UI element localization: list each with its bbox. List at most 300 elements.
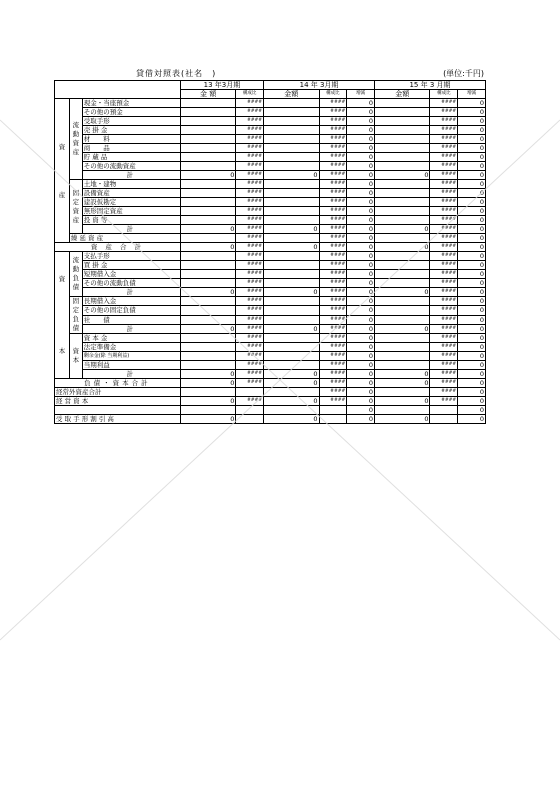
- col-amount: 金 額: [180, 90, 235, 99]
- cell-value: [180, 297, 235, 306]
- cell-value: [375, 216, 430, 225]
- cell-value: [180, 108, 235, 117]
- cell-value: ####: [319, 388, 347, 397]
- cell-value: ####: [236, 361, 264, 370]
- cell-value: ####: [319, 99, 347, 108]
- cell-value: [264, 343, 319, 352]
- row-label: 繰 延 資 産: [69, 234, 180, 243]
- cell-value: [180, 117, 235, 126]
- cell-value: 0: [180, 397, 235, 406]
- cell-value: ####: [319, 243, 347, 252]
- cell-value: 0: [458, 198, 486, 207]
- cell-value: ####: [236, 352, 264, 361]
- cell-value: ####: [430, 388, 458, 397]
- row-label: 剰余金(除 当期利益): [82, 352, 180, 361]
- cell-value: [264, 279, 319, 288]
- cell-value: 0: [264, 415, 319, 424]
- table-row: [55, 379, 486, 388]
- cell-value: 0: [375, 370, 430, 379]
- cell-value: [264, 99, 319, 108]
- cell-value: 0: [347, 252, 375, 261]
- cell-value: [264, 180, 319, 189]
- table-row: [55, 144, 486, 153]
- row-label: 長期借入金: [82, 297, 180, 306]
- row-label: 支払手形: [82, 252, 180, 261]
- cell-value: 0: [458, 379, 486, 388]
- cell-value: ####: [430, 297, 458, 306]
- cell-value: 0: [347, 117, 375, 126]
- cell-value: ####: [236, 252, 264, 261]
- cell-value: ####: [430, 171, 458, 180]
- cell-value: ####: [430, 343, 458, 352]
- cell-value: ####: [236, 261, 264, 270]
- side-label-major: 資 産: [55, 99, 70, 243]
- cell-value: ####: [319, 189, 347, 198]
- row-label: 買 掛 金: [82, 261, 180, 270]
- cell-value: 0: [347, 234, 375, 243]
- cell-value: ####: [319, 108, 347, 117]
- cell-value: 0: [347, 406, 375, 415]
- side-label-group: 流動負債: [69, 252, 82, 297]
- cell-value: [319, 406, 347, 415]
- period-14: 14 年 3月期: [264, 81, 375, 90]
- cell-value: 0: [347, 297, 375, 306]
- cell-value: [180, 406, 235, 415]
- cell-value: [180, 352, 235, 361]
- cell-value: ####: [236, 324, 264, 333]
- cell-value: [264, 144, 319, 153]
- cell-value: ####: [430, 207, 458, 216]
- row-label: その他の流動負債: [82, 279, 180, 288]
- cell-value: ####: [236, 162, 264, 171]
- row-label: その他の預金: [82, 108, 180, 117]
- cell-value: ####: [319, 144, 347, 153]
- cell-value: ####: [319, 352, 347, 361]
- cell-value: ####: [319, 225, 347, 234]
- table-row: [55, 324, 486, 333]
- cell-value: [180, 207, 235, 216]
- cell-value: 0: [347, 288, 375, 297]
- cell-value: 0: [347, 334, 375, 343]
- cell-value: [375, 108, 430, 117]
- cell-value: ####: [430, 315, 458, 324]
- cell-value: ####: [319, 306, 347, 315]
- cell-value: ####: [319, 180, 347, 189]
- cell-value: 0: [458, 180, 486, 189]
- cell-value: [264, 388, 319, 397]
- table-row: [55, 352, 486, 361]
- cell-value: 0: [375, 324, 430, 333]
- cell-value: 0: [458, 171, 486, 180]
- row-label: 無形固定資産: [82, 207, 180, 216]
- table-row: [55, 406, 486, 415]
- cell-value: ####: [319, 315, 347, 324]
- cell-value: 0: [347, 415, 375, 424]
- row-label: 土地・建物: [82, 180, 180, 189]
- cell-value: 0: [180, 243, 235, 252]
- cell-value: [375, 234, 430, 243]
- cell-value: 0: [458, 216, 486, 225]
- table-row: [55, 99, 486, 108]
- cell-value: ####: [236, 207, 264, 216]
- cell-value: ####: [430, 189, 458, 198]
- cell-value: 0: [264, 243, 319, 252]
- cell-value: [180, 279, 235, 288]
- cell-value: [430, 415, 458, 424]
- cell-value: ####: [430, 334, 458, 343]
- table-row: [55, 108, 486, 117]
- table-row: [55, 189, 486, 198]
- cell-value: 0: [458, 117, 486, 126]
- cell-value: [264, 207, 319, 216]
- side-label-group: 流動資産: [69, 99, 82, 180]
- cell-value: 0: [458, 234, 486, 243]
- cell-value: 0: [347, 270, 375, 279]
- cell-value: ####: [430, 162, 458, 171]
- cell-value: [264, 361, 319, 370]
- cell-value: [375, 162, 430, 171]
- period-15: 15 年 3 月期: [375, 81, 486, 90]
- cell-value: [180, 135, 235, 144]
- cell-value: ####: [236, 117, 264, 126]
- cell-value: ####: [430, 108, 458, 117]
- cell-value: 0: [347, 343, 375, 352]
- table-row: [55, 180, 486, 189]
- cell-value: 0: [375, 225, 430, 234]
- cell-value: [264, 126, 319, 135]
- cell-value: ####: [319, 324, 347, 333]
- row-label: 設備資産: [82, 189, 180, 198]
- cell-value: 0: [264, 171, 319, 180]
- table-row: [55, 297, 486, 306]
- cell-value: [375, 126, 430, 135]
- cell-value: 0: [458, 315, 486, 324]
- cell-value: 0: [458, 144, 486, 153]
- cell-value: [180, 99, 235, 108]
- cell-value: 0: [458, 279, 486, 288]
- cell-value: 0: [347, 243, 375, 252]
- cell-value: 0: [347, 379, 375, 388]
- cell-value: ####: [319, 207, 347, 216]
- row-label: 社 債: [82, 315, 180, 324]
- cell-value: [180, 261, 235, 270]
- cell-value: 0: [264, 370, 319, 379]
- cell-value: ####: [430, 288, 458, 297]
- table-row: [55, 207, 486, 216]
- cell-value: [264, 153, 319, 162]
- col-ratio: 構成比: [430, 90, 458, 99]
- cell-value: [430, 406, 458, 415]
- cell-value: ####: [236, 288, 264, 297]
- cell-value: 0: [347, 144, 375, 153]
- cell-value: ####: [319, 126, 347, 135]
- cell-value: 0: [347, 189, 375, 198]
- title-row: [54, 68, 486, 80]
- cell-value: 0: [458, 388, 486, 397]
- cell-value: 0: [458, 397, 486, 406]
- cell-value: [264, 135, 319, 144]
- cell-value: ####: [319, 288, 347, 297]
- cell-value: 0: [458, 243, 486, 252]
- period-13: 13 年3月期: [180, 81, 263, 90]
- cell-value: 0: [347, 108, 375, 117]
- row-label: 受取手形: [82, 117, 180, 126]
- row-label: 現金・当座預金: [82, 99, 180, 108]
- row-label: 負債・資本合計: [55, 379, 181, 388]
- cell-value: 0: [458, 306, 486, 315]
- cell-value: [375, 343, 430, 352]
- balance-sheet: [54, 68, 486, 424]
- row-label: 売 掛 金: [82, 126, 180, 135]
- table-row: [55, 126, 486, 135]
- cell-value: [375, 361, 430, 370]
- row-label: 投 資 等: [82, 216, 180, 225]
- cell-value: ####: [236, 370, 264, 379]
- table-row: [55, 216, 486, 225]
- cell-value: 0: [375, 171, 430, 180]
- col-change: 増減: [458, 90, 486, 99]
- row-label: 計: [82, 324, 180, 333]
- cell-value: ####: [236, 180, 264, 189]
- row-label: 資 本 金: [82, 334, 180, 343]
- cell-value: [375, 388, 430, 397]
- cell-value: 0: [347, 135, 375, 144]
- cell-value: ####: [430, 180, 458, 189]
- cell-value: ####: [319, 279, 347, 288]
- cell-value: ####: [236, 108, 264, 117]
- cell-value: 0: [347, 279, 375, 288]
- row-label: 計: [82, 370, 180, 379]
- cell-value: ####: [236, 189, 264, 198]
- cell-value: ####: [236, 397, 264, 406]
- cell-value: ####: [236, 270, 264, 279]
- cell-value: [264, 334, 319, 343]
- balance-sheet-table: [54, 80, 486, 424]
- cell-value: ####: [430, 243, 458, 252]
- header-blank: [55, 81, 181, 99]
- cell-value: ####: [319, 297, 347, 306]
- cell-value: 0: [458, 297, 486, 306]
- table-row: [55, 370, 486, 379]
- side-label-group: 資本: [69, 334, 82, 379]
- cell-value: ####: [430, 352, 458, 361]
- cell-value: 0: [347, 126, 375, 135]
- cell-value: [375, 279, 430, 288]
- cell-value: [375, 99, 430, 108]
- cell-value: ####: [319, 361, 347, 370]
- cell-value: 0: [347, 198, 375, 207]
- cell-value: [375, 297, 430, 306]
- cell-value: 0: [180, 225, 235, 234]
- col-change: 増減: [347, 90, 375, 99]
- cell-value: [180, 189, 235, 198]
- table-row: [55, 225, 486, 234]
- cell-value: [375, 306, 430, 315]
- row-label: 材 料: [82, 135, 180, 144]
- cell-value: ####: [430, 153, 458, 162]
- cell-value: ####: [430, 135, 458, 144]
- cell-value: ####: [430, 126, 458, 135]
- cell-value: [375, 135, 430, 144]
- cell-value: 0: [180, 415, 235, 424]
- cell-value: ####: [319, 234, 347, 243]
- cell-value: 0: [458, 406, 486, 415]
- cell-value: [375, 198, 430, 207]
- cell-value: 0: [458, 189, 486, 198]
- cell-value: 0: [264, 225, 319, 234]
- cell-value: 0: [458, 334, 486, 343]
- cell-value: [264, 252, 319, 261]
- col-amount: 金額: [375, 90, 430, 99]
- cell-value: 0: [180, 379, 235, 388]
- cell-value: 0: [458, 370, 486, 379]
- cell-value: 0: [458, 361, 486, 370]
- cell-value: [264, 198, 319, 207]
- cell-value: 0: [458, 99, 486, 108]
- cell-value: [264, 216, 319, 225]
- cell-value: ####: [319, 397, 347, 406]
- cell-value: 0: [375, 397, 430, 406]
- cell-value: ####: [319, 135, 347, 144]
- cell-value: ####: [430, 216, 458, 225]
- table-row: [55, 162, 486, 171]
- cell-value: ####: [236, 297, 264, 306]
- cell-value: 0: [458, 126, 486, 135]
- cell-value: [180, 306, 235, 315]
- cell-value: 0: [458, 261, 486, 270]
- cell-value: [375, 153, 430, 162]
- cell-value: 0: [180, 370, 235, 379]
- cell-value: 0: [180, 288, 235, 297]
- cell-value: 0: [180, 171, 235, 180]
- cell-value: [264, 234, 319, 243]
- col-amount: 金額: [264, 90, 319, 99]
- cell-value: ####: [430, 324, 458, 333]
- cell-value: [264, 352, 319, 361]
- cell-value: 0: [264, 379, 319, 388]
- cell-value: [375, 180, 430, 189]
- cell-value: [180, 252, 235, 261]
- table-row: [55, 334, 486, 343]
- col-ratio: 構成比: [236, 90, 264, 99]
- cell-value: ####: [319, 162, 347, 171]
- header-periods: [55, 81, 486, 90]
- cell-value: ####: [236, 198, 264, 207]
- cell-value: [375, 189, 430, 198]
- cell-value: 0: [347, 99, 375, 108]
- cell-value: [375, 315, 430, 324]
- cell-value: ####: [236, 343, 264, 352]
- cell-value: ####: [430, 270, 458, 279]
- cell-value: 0: [458, 207, 486, 216]
- cell-value: ####: [236, 225, 264, 234]
- row-label: 当期利益: [82, 361, 180, 370]
- row-label: [55, 406, 181, 415]
- cell-value: 0: [458, 252, 486, 261]
- cell-value: [264, 270, 319, 279]
- side-label-group: 固定負債: [69, 297, 82, 334]
- cell-value: ####: [319, 379, 347, 388]
- cell-value: ####: [430, 144, 458, 153]
- cell-value: ####: [430, 370, 458, 379]
- cell-value: ####: [430, 225, 458, 234]
- cell-value: ####: [236, 99, 264, 108]
- cell-value: ####: [430, 397, 458, 406]
- cell-value: [264, 189, 319, 198]
- row-label: 経常外資産合計: [55, 388, 181, 397]
- cell-value: 0: [458, 288, 486, 297]
- cell-value: ####: [319, 343, 347, 352]
- cell-value: [180, 198, 235, 207]
- cell-value: [375, 270, 430, 279]
- cell-value: [375, 352, 430, 361]
- cell-value: [264, 117, 319, 126]
- cell-value: ####: [236, 153, 264, 162]
- cell-value: ####: [236, 144, 264, 153]
- cell-value: [375, 252, 430, 261]
- cell-value: ####: [430, 361, 458, 370]
- cell-value: [180, 144, 235, 153]
- cell-value: 0: [347, 397, 375, 406]
- cell-value: ####: [319, 252, 347, 261]
- side-label-group: 固定資産: [69, 180, 82, 234]
- table-row: [55, 234, 486, 243]
- cell-value: 0: [264, 324, 319, 333]
- side-label-major: 資 本: [55, 252, 70, 379]
- cell-value: [180, 343, 235, 352]
- cell-value: [236, 388, 264, 397]
- cell-value: ####: [430, 279, 458, 288]
- cell-value: 0: [347, 171, 375, 180]
- row-label: 資 産 合 計: [55, 243, 181, 252]
- row-label: 計: [82, 171, 180, 180]
- cell-value: ####: [236, 306, 264, 315]
- row-label: 貯 蔵 品: [82, 153, 180, 162]
- sheet-title: 貸借対照表(社名 ): [136, 69, 217, 78]
- cell-value: [180, 361, 235, 370]
- table-row: [55, 171, 486, 180]
- table-row: [55, 288, 486, 297]
- cell-value: [264, 261, 319, 270]
- row-label: 計: [82, 288, 180, 297]
- table-row: [55, 388, 486, 397]
- row-label: その他の固定負債: [82, 306, 180, 315]
- cell-value: [236, 406, 264, 415]
- cell-value: 0: [264, 288, 319, 297]
- row-label: 計: [82, 225, 180, 234]
- table-row: [55, 135, 486, 144]
- cell-value: [180, 153, 235, 162]
- cell-value: 0: [347, 216, 375, 225]
- cell-value: [180, 162, 235, 171]
- cell-value: [236, 415, 264, 424]
- cell-value: 0: [347, 153, 375, 162]
- cell-value: ####: [430, 379, 458, 388]
- col-ratio: 構成比: [319, 90, 347, 99]
- cell-value: 0: [375, 415, 430, 424]
- cell-value: ####: [319, 261, 347, 270]
- cell-value: 0: [347, 388, 375, 397]
- cell-value: 0: [264, 397, 319, 406]
- cell-value: ####: [319, 171, 347, 180]
- cell-value: [180, 334, 235, 343]
- table-row: [55, 198, 486, 207]
- unit-label: (単位:千円): [443, 69, 484, 78]
- table-row: [55, 415, 486, 424]
- cell-value: 0: [347, 370, 375, 379]
- cell-value: ####: [236, 379, 264, 388]
- cell-value: 0: [347, 207, 375, 216]
